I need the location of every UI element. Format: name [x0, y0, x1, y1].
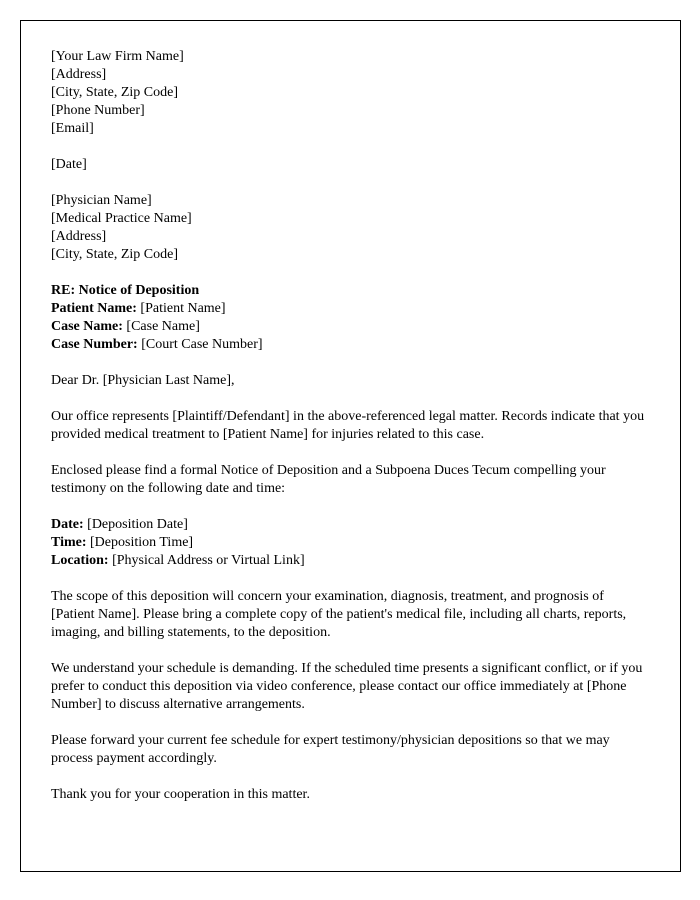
deposition-time-label: Time:	[51, 535, 87, 550]
case-name-value: [Case Name]	[122, 319, 200, 334]
letter-document	[51, 48, 646, 804]
deposition-location-value: [Physical Address or Virtual Link]	[108, 553, 305, 568]
recipient-practice-name: [Medical Practice Name]	[51, 211, 192, 226]
sender-email: [Email]	[51, 121, 94, 136]
sender-city-state-zip: [City, State, Zip Code]	[51, 85, 179, 100]
patient-name-value: [Patient Name]	[136, 301, 226, 316]
sender-address-line: [Address]	[51, 67, 107, 82]
patient-name-line	[51, 300, 646, 318]
case-number-label: Case Number:	[51, 337, 138, 352]
patient-name-label: Patient Name:	[51, 301, 137, 316]
sender-firm-name: [Your Law Firm Name]	[51, 49, 184, 64]
deposition-date-value: [Deposition Date]	[83, 517, 188, 532]
deposition-time-line	[51, 534, 646, 552]
case-name-label: Case Name:	[51, 319, 123, 334]
sender-address-block	[51, 48, 646, 138]
deposition-location-label: Location:	[51, 553, 109, 568]
deposition-time-value: [Deposition Time]	[86, 535, 194, 550]
re-subject-line: RE: Notice of Deposition	[51, 283, 200, 298]
case-number-line	[51, 336, 646, 354]
deposition-details-block	[51, 516, 646, 570]
date-block	[51, 156, 646, 174]
case-number-value: [Court Case Number]	[137, 337, 263, 352]
deposition-location-line	[51, 552, 646, 570]
letter-page	[20, 20, 681, 872]
paragraph-representation: Our office represents [Plaintiff/Defendant] in the above-referenced legal matter. Records indicate that you provided medical treatment to [Patient Name] for injuries related to this case.	[51, 409, 645, 442]
case-name-line	[51, 318, 646, 336]
deposition-date-label: Date:	[51, 517, 84, 532]
paragraph-fee-schedule: Please forward your current fee schedule for expert testimony/physician depositions so that we may process payment accordingly.	[51, 733, 610, 766]
sender-phone: [Phone Number]	[51, 103, 145, 118]
recipient-city-state-zip: [City, State, Zip Code]	[51, 247, 179, 262]
salutation: Dear Dr. [Physician Last Name],	[51, 373, 235, 388]
recipient-address-block	[51, 192, 646, 264]
paragraph-thank-you: Thank you for your cooperation in this matter.	[51, 787, 310, 802]
paragraph-scope: The scope of this deposition will concern your examination, diagnosis, treatment, and prognosis of [Patient Name]. Please bring a complete copy of the patient's medical file, including all charts, reports, imaging, and billing statements, to the deposition.	[51, 589, 627, 640]
recipient-physician-name: [Physician Name]	[51, 193, 152, 208]
deposition-date-line	[51, 516, 646, 534]
paragraph-schedule-conflict: We understand your schedule is demanding. If the scheduled time presents a significant conflict, or if you prefer to conduct this deposition via video conference, please contact our office immediately at [Phone Number] to discuss alternative arrangements.	[51, 661, 643, 712]
date-line: [Date]	[51, 157, 87, 172]
recipient-address-line: [Address]	[51, 229, 107, 244]
re-block	[51, 282, 646, 354]
paragraph-enclosed-notice: Enclosed please find a formal Notice of Deposition and a Subpoena Duces Tecum compelling your testimony on the following date and time:	[51, 463, 606, 496]
